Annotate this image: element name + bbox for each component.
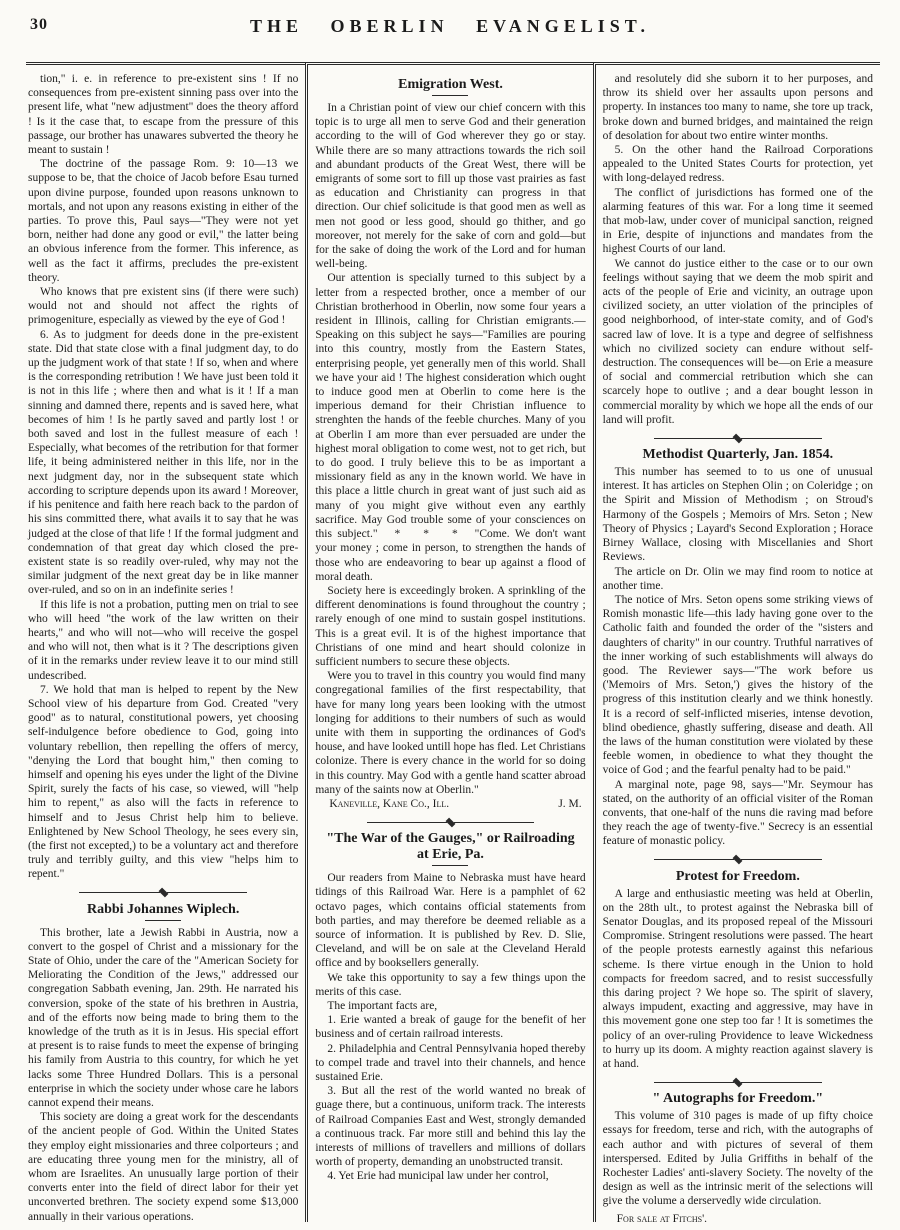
article-title-protest-for-freedom: Protest for Freedom. <box>675 868 800 884</box>
paragraph: Society here is exceedingly broken. A sprinkling of the different denominations is found throughout the country ; rarely enough of one mind to sustain gospel institutions. This is a great evil. It is of the highest importance that Christians of one mind and heart should colonize in sufficient numbers to secure these objects. <box>315 584 586 668</box>
paragraph: 4. Yet Erie had municipal law under her control, <box>327 1170 549 1183</box>
column-layout <box>26 62 880 1222</box>
paragraph: Our readers from Maine to Nebraska must have heard tidings of this Railroad War. Here is a pamphlet of 62 octavo pages, which contains official statements from both parties, and may therefore be deemed reliable as a source of information. It is published by Rev. D. Slie, Cleveland, and will be on sale at the Cleveland Herald office and by booksellers generally. <box>315 872 586 970</box>
paragraph: The doctrine of the passage Rom. 9: 10—13 we suppose to be, that the choice of Jacob before Esau turned upon divine purpose, founded upon reasons unknown to mortals, and not upon any reasons existing in either of the parties. To prove this, Paul says—"They were not yet born, neither had done any good or evil," the latter being an obvious inference from the former. This inference, as well as the fact it affirms, precludes the pre-existent theory. <box>28 158 299 284</box>
section-divider-ornament <box>654 856 822 864</box>
paragraph: Who knows that pre existent sins (if there were such) would not and should not affect the rights of primogeniture, especially as viewed by the eye of God ! <box>28 286 299 327</box>
paragraph: Our attention is specially turned to this subject by a letter from a respected brother, once a member of our Christian brotherhood in Oberlin, now some four years a resident in Illinois, calling for Christian emigrants.— Speaking on this subject he says—"Families are pouring into this country, mostly from the Eastern States, enterprising people, yet generally men of this world. Shall we have your aid ! The highest consideration which ought to induce good men at Oberlin to come here is the imperious demand for their Christian influence to strenghten the hands of the feeble churches. Many of you at Oberlin I am more than ever persuaded are under the highest moral obligation to come west, not to get rich, but to do good. I truly believe this to be as important a missionary field as any in the known world. We have in this place a little church in great want of just such aid as many of you might give without even any earthly sacrifice. May God trouble some of your consciences on this subject." * * * "Come. We don't want your money ; come in person, to strengthen the hands of those who are endeavoring to bear up against a flood of moral death. <box>315 272 586 583</box>
divider-diamond-icon <box>733 1077 743 1087</box>
divider-diamond-icon <box>733 855 743 865</box>
masthead-title: THE OBERLIN EVANGELIST. <box>250 16 650 36</box>
signature-row <box>315 797 585 811</box>
paragraph: 7. We hold that man is helped to repent by the New School view of his departure from God. Created "very good" as to natural, constitutional powers, yet choosing self-indulgence before obedience to God, going into voluntary rebellion, then repelling the offers of mercy, "denying the Lord that bought him," then coming to himself and opening his eyes under the light of the Divine Spirit, surely the facts of his case, so viewed, will "help him to repent," as also will the facts in reference to himself and to Jesus Christ help him to believe. Enlightened by New School Theology, he sees every sin, (the first not excepted,) to be a voluntary act and therefore truly and terribly guilty, and this view "helps him to repent." <box>28 683 299 881</box>
paragraph: This brother, late a Jewish Rabbi in Austria, now a convert to the gospel of Christ and a missionary for the State of Ohio, under the care of the "American Society for Meliorating the Condition of the Jews," addressed our congregation Sabbath evening, Jan. 29th. He narrated his conversion, spoke of the state of his brethren in Austria, and of the efforts now being made to bring them to the knowledge of the truth as it is in Jesus. His special effort at present is to raise funds to meet the expense of bringing his family from Austria to this country, for which he yet lacks some Three Hundred Dollars. This is a personal enterprise in which the society under whose care he labors cannot expend their means. <box>28 926 299 1110</box>
section-divider-ornament <box>367 818 535 826</box>
divider-diamond-icon <box>446 817 456 827</box>
signature-place: Kaneville, Kane Co., Ill. <box>329 797 450 810</box>
paragraph: This volume of 310 pages is made of up fifty choice essays for freedom, terse and rich, with the autographs of each author and with pictures of several of them interspersed. Edited by Julia Griffiths in behalf of the Rochester Ladies' anti-slavery Society. The novelty of the design as well as the intrinsic merit of the selections will give the volume a derservedly wide circulation. <box>602 1110 873 1208</box>
paragraph: 5. On the other hand the Railroad Corporations appealed to the United States Courts for protection, yet with long-delayed redress. <box>602 144 873 185</box>
paragraph: This society are doing a great work for the descendants of the ancient people of God. Within the United States they employ eight missionaries and three colporteurs ; and are educating three young men for the ministry, all of whom are Israelites. An unusually large portion of their converts enter into the field of direct labor for their yet unconverted brethren. The society expend some $13,000 annually in their various operations. <box>28 1111 299 1222</box>
for-sale-note: For sale at Fitchs'. <box>616 1212 708 1222</box>
title-rule <box>432 95 468 96</box>
paragraph: 6. As to judgment for deeds done in the pre-existent state. Did that state close with a final judgment day, to do up the judgment work of that state ! If so, when and where is the corresponding retribution ! We have just been told it is not in this life ; where then and what is it ! If a man sinning and damned there, repents and is saved here, what becomes of him ! Is he partly saved and partly lost ! or both saved and lost in the fullest measure of each ! Especially, what becomes of the retribution for that former life, it being administered neither in this life, nor in the next judgment day, nor in the subsequent state which according to scripture depends upon its award ! Moreover, if his penitence and faith here reach back to the pardon of his sins committed there, what avails it to say that he was judged at the close of that life ! If the formal judgment and condemnation of that great day which closed the pre-existent state is so readily over-ruled, why may not the similar judgment of the next great day be in like manner over-ruled, and so on in an indefinite series ! <box>28 328 299 597</box>
title-rule <box>432 865 468 866</box>
paragraph: 1. Erie wanted a break of gauge for the benefit of her business and of certain railroad interests. <box>315 1014 586 1041</box>
paragraph: In a Christian point of view our chief concern with this topic is to urge all men to serve God and their generation according to the will of God wherever they go or stay. While there are so many attractions towards the rich soil and abundant products of the Great West, there will be emigrants of some sort to fill up those vast prairies as fast as education and Christianity can progress in that direction. Our chief solicitude is that good men as well as men not good or less good, should go thither, and go moreover, not merely for the sake of corn and gold—but for the sake of doing the work of the Lord and for human well-being. <box>315 102 586 271</box>
article-title-rabbi-wiplech: Rabbi Johannes Wiplech. <box>86 901 240 917</box>
paragraph: 2. Philadelphia and Central Pennsylvania hoped thereby to compel trade and travel into their channels, and hence sustained Erie. <box>315 1042 586 1083</box>
section-divider-ornament <box>654 434 822 442</box>
column-1 <box>26 62 305 1222</box>
column-3 <box>593 62 880 1222</box>
paragraph: This number has seemed to to us one of unusual interest. It has articles on Stephen Olin ; on Coleridge ; on the Spirit and Mission of Methodism ; on Stroud's Harmony of the Gospels ; Memoirs of Mrs. Seton ; New Theory of Physics ; Layard's Second Exploration ; Horace Birney Wallace, closing with Miscellanies and Short Reviews. <box>602 466 873 564</box>
paragraph: and resolutely did she suborn it to her purposes, and throw its shield over her assaults upon persons and property. In instances too many to name, she tore up track, broke down and burned bridges, and maintained the reign of desolation for about two entire winter months. <box>602 73 873 142</box>
paragraph: The article on Dr. Olin we may find room to notice at another time. <box>602 565 873 592</box>
article-title-autographs-for-freedom: " Autographs for Freedom." <box>652 1091 824 1107</box>
divider-diamond-icon <box>158 888 168 898</box>
article-title-war-of-gauges: "The War of the Gauges," or Railroading at Erie, Pa. <box>326 831 575 863</box>
paragraph: We take this opportunity to say a few things upon the merits of this case. <box>315 971 586 998</box>
paragraph: A marginal note, page 98, says—"Mr. Seymour has stated, on the authority of an official visiter of the Roman convents, that one-half of the nuns die raving mad before they reach the age of twenty-five." Secrecy is an essential feature of monastic policy. <box>602 778 873 848</box>
section-divider-ornament <box>654 1078 822 1086</box>
paragraph: A large and enthusiastic meeting was held at Oberlin, on the 28th ult., to protest against the Nebraska bill of Senator Douglas, and its proposed repeal of the Missouri Compromise. Stringent resolutions were passed. The heart of the people protests earnestly against this nefarious scheme. Is there virtue enough in the Union to hold compacts for freedom sacred, and to resist successfully this daring project ? We hope so. The spirit of slavery, always impudent, exacting and aggressive, may have in this movement gone one step too far ! It is sometimes the policy of an over-ruling Providence to leave Wickedness to hurry up its doom. A mighty reaction against slavery is at hand. <box>602 887 873 1070</box>
paragraph: The important facts are, <box>327 999 438 1012</box>
paragraph: The conflict of jurisdictions has formed one of the alarming features of this war. For a long time it seemed that mob-law, under cover of municipal sanction, reigned in Erie, despite of injunctions and mandates from the highest Courts of our land. <box>602 186 873 256</box>
paragraph: If this life is not a probation, putting men on trial to see who will heed "the work of the law written on their hearts," and who will not—who will receive the gospel and who will not, then what is it ? The descriptions given of it in the remarks under review leave it to our mind still undescribed. <box>28 598 299 682</box>
paragraph: We cannot do justice either to the case or to our own feelings without saying that we deem the mob spirit and acts of the people of Erie and vicinity, an outrage upon civilized society, an utter violation of the principles of good neighborhood, of inter-state comity, and of God's sacred law of love. It is a type and degree of selfishness which no civilized society can endure without self-destruction. The consequences will be—on Erie a measure of social and commercial retribution which she can scarcely hope to outlive ; and a dear bought lesson in commercial morality by which we hope all the ends of our land will profit. <box>602 257 873 426</box>
paragraph: tion," i. e. in reference to pre-existent sins ! If no consequences from pre-existent sinning pass over into the present life, what "new adjustment" does the theory afford ! Is it the case that, to escape from the pressure of this passage, our brother has unawares subverted the theory he meant to sustain ! <box>28 73 299 157</box>
signature-name: J. M. <box>558 797 582 810</box>
column-2 <box>305 62 592 1222</box>
article-title-emigration-west: Emigration West. <box>398 77 503 92</box>
title-rule <box>145 920 181 921</box>
paragraph: The notice of Mrs. Seton opens some striking views of Romish monastic life—this lady having gone over to the Catholic faith and founded the order of the "sisters and daughters of charity" in our country. Truthful narratives of the inner working of such establishments will always do good. The Reviewer says—"The work before us ('Memoirs of Mrs. Seton,') gives the history of the progress of this institution clearly and we think honestly. It is a record of self-inflicted miseries, intense devotion, blind obedience, ghastly suffering, disease and death. All the laws of the human constitution were violated by these feeble women, in obedience to what they thought the voice of God ; and the fearful penalty had to be paid." <box>602 593 873 777</box>
page-number: 30 <box>30 16 48 33</box>
article-title-methodist-quarterly: Methodist Quarterly, Jan. 1854. <box>642 447 834 463</box>
paragraph: 3. But all the rest of the world wanted no break of guage there, but a continuous, uniform track. The interests of Railroad Companies East and West, strongly demanded a continuous track. Far more still and behind this lay the interests of millions of travellers and millions of dollars worth of property, demanding an unobstructed transit. <box>315 1085 586 1169</box>
section-divider-ornament <box>79 889 247 897</box>
paragraph: Were you to travel in this country you would find many congregational families of the first respectability, that have for many long years been looking with the utmost longing for additions to their numbers of such as would unite with them in supporting the ordinances of God's house, and have looked untill hope has fled. Let Christians colonize. There is every chance in the world for so doing in this country. May God with a gentle hand scatter abroad many of the saints now at Oberlin." <box>315 670 586 796</box>
page-header <box>0 0 900 62</box>
divider-diamond-icon <box>733 433 743 443</box>
